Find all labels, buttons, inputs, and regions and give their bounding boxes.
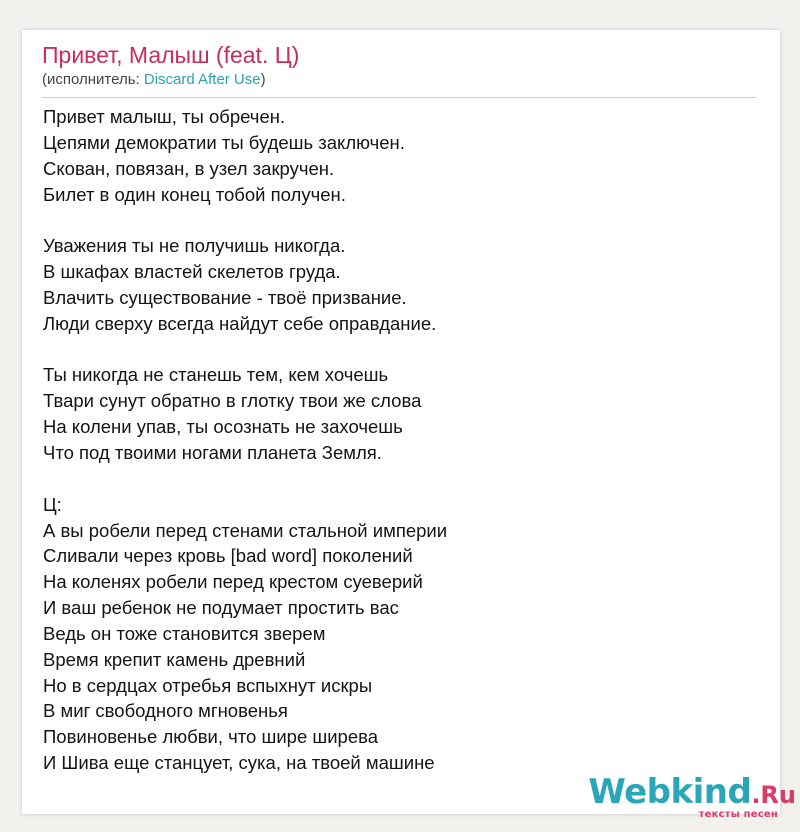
lyric-line: Что под твоими ногами планета Земля. bbox=[43, 441, 382, 463]
lyric-line: Билет в один конец тобой получен. bbox=[43, 183, 346, 205]
lyric-line: Скован, повязан, в узел закручен. bbox=[43, 157, 335, 179]
lyric-line: А вы робели перед стенами стальной империи bbox=[43, 519, 448, 541]
lyric-line: Люди сверху всегда найдут себе оправдание. bbox=[43, 312, 437, 334]
lyric-blank-line bbox=[43, 337, 759, 363]
logo-tagline: тексты песен bbox=[698, 809, 778, 820]
lyric-line: Ц: bbox=[43, 493, 62, 515]
artist-suffix: ) bbox=[260, 71, 266, 88]
lyric-line: Но в сердцах отребья вспыхнут искры bbox=[43, 674, 373, 696]
lyric-line: И Шива еще станцует, сука, на твоей машине bbox=[43, 752, 435, 774]
header-divider bbox=[42, 97, 756, 98]
lyric-blank-line bbox=[43, 207, 759, 233]
artist-line bbox=[42, 70, 758, 90]
logo-tld: .Ru bbox=[751, 781, 796, 809]
lyric-line: На колени упав, ты осознать не захочешь bbox=[43, 416, 403, 438]
lyric-line: На коленях робели перед крестом суеверий bbox=[43, 571, 423, 593]
song-title: Привет, Малыш (feat. Ц) bbox=[42, 42, 300, 68]
song-header bbox=[42, 40, 758, 90]
lyric-line: Время крепит камень древний bbox=[43, 648, 306, 670]
lyric-blank-line bbox=[43, 466, 759, 492]
lyric-line: Влачить существование - твоё призвание. bbox=[43, 286, 407, 308]
lyric-line: Повиновенье любви, что шире ширева bbox=[43, 726, 379, 748]
lyric-line: В миг свободного мгновенья bbox=[43, 700, 288, 722]
lyric-line: Сливали через кровь [bad word] поколений bbox=[43, 545, 413, 567]
lyric-line: Ты никогда не станешь тем, кем хочешь bbox=[43, 364, 389, 386]
lyric-line: Твари сунут обратно в глотку твои же слова bbox=[43, 390, 422, 412]
lyric-line: Ведь он тоже становится зверем bbox=[43, 622, 326, 644]
lyric-line: В шкафах властей скелетов груда. bbox=[43, 261, 341, 283]
artist-link[interactable]: Discard After Use bbox=[143, 71, 261, 88]
lyric-line: Цепями демократии ты будешь заключен. bbox=[43, 131, 405, 153]
lyric-line: И ваш ребенок не подумает простить вас bbox=[43, 597, 399, 619]
webkind-logo[interactable] bbox=[588, 772, 796, 824]
lyric-line: Уважения ты не получишь никогда. bbox=[43, 235, 346, 257]
logo-word: Webkind bbox=[588, 772, 752, 812]
lyrics-card bbox=[22, 30, 780, 814]
artist-prefix: (исполнитель: bbox=[42, 71, 144, 88]
lyrics-text bbox=[43, 104, 759, 776]
lyric-line: Привет малыш, ты обречен. bbox=[43, 106, 286, 127]
